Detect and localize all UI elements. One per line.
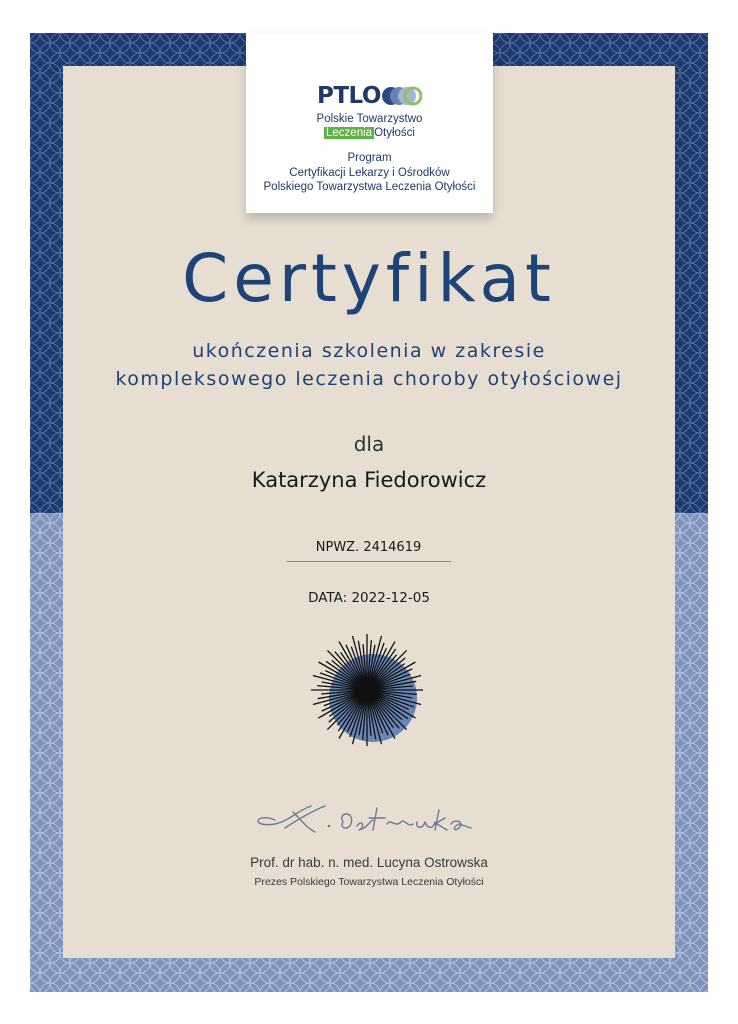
ptlo-logo <box>246 83 493 113</box>
logo-org-rest: Otyłości <box>374 127 415 139</box>
certificate-date: DATA: 2022-12-05 <box>308 590 430 606</box>
handwritten-signature <box>245 798 475 838</box>
for-label: dla <box>353 432 385 456</box>
logo-org-line2 <box>246 127 493 139</box>
signer-name: Prof. dr hab. n. med. Lucyna Ostrowska <box>250 855 488 870</box>
signer-role: Prezes Polskiego Towarzystwa Leczenia Otyłości <box>254 876 484 888</box>
seal-stamp-icon <box>309 632 429 752</box>
program-line: Certyfikacji Lekarzy i Ośrodków <box>289 166 450 179</box>
logo-org-line1: Polskie Towarzystwo <box>316 113 423 125</box>
logo-wordmark: PTLO <box>316 83 381 109</box>
recipient-name: Katarzyna Fiedorowicz <box>251 468 487 492</box>
certificate-subtitle-line2: kompleksowego leczenia choroby otyłościowej <box>115 368 623 390</box>
certificate-subtitle-line1: ukończenia szkolenia w zakresie <box>192 340 546 362</box>
certificate-title: Certyfikat <box>182 240 556 317</box>
npwz-number: NPWZ. 2414619 <box>286 540 451 562</box>
logo-org-highlight: Leczenia <box>326 127 373 139</box>
logo-rings-icon <box>382 84 422 108</box>
logo-box <box>246 33 493 213</box>
program-line: Polskiego Towarzystwa Leczenia Otyłości <box>263 181 476 193</box>
program-description <box>246 151 493 195</box>
program-line: Program <box>347 152 392 164</box>
